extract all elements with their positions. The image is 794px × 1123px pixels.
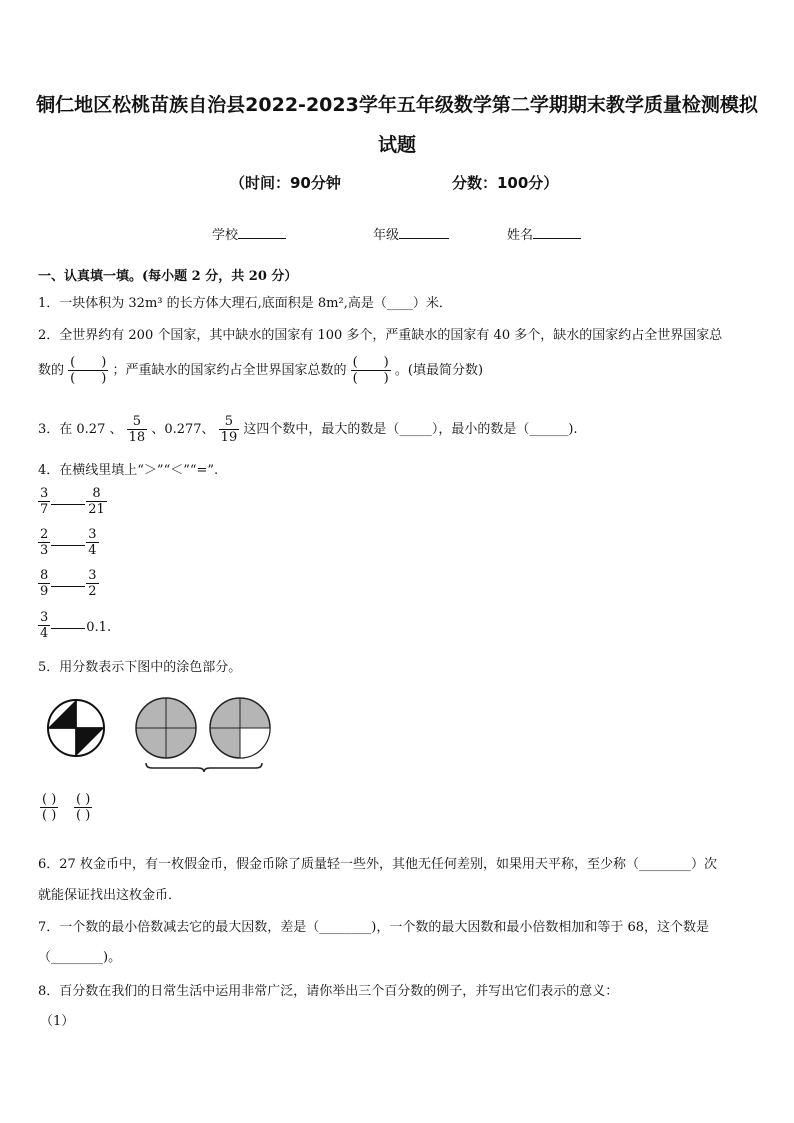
question-4: 4．在横线里填上“＞”“＜”“=”. — [38, 463, 219, 478]
compare-blank-2[interactable] — [51, 545, 85, 546]
title-line2: 试题 — [377, 134, 416, 156]
name-field[interactable]: 姓名 — [507, 224, 581, 243]
exam-time: （时间：90分钟 — [230, 174, 341, 192]
answer-fraction-1[interactable]: $\frac{( )}{( )}$ — [70, 355, 107, 386]
question-7-line1: 7．一个数的最小倍数减去它的最大因数，差是（________)，一个数的最大因数和最小倍数相加和等于 68，这个数是 — [38, 920, 710, 935]
school-field[interactable]: 学校 — [212, 224, 286, 243]
compare-row-2: $\frac{2}{3}$ $\frac{3}{4}$ — [40, 527, 97, 558]
quartered-circle — [48, 700, 104, 756]
question-7-line2: （________)。 — [38, 950, 122, 965]
compare-blank-4[interactable] — [51, 628, 85, 629]
title-line1: 铜仁地区松桃苗族自治县2022-2023学年五年级数学第二学期期末教学质量检测模拟 — [36, 94, 758, 116]
question-2-line1: 2．全世界约有 200 个国家，其中缺水的国家有 100 多个，严重缺水的国家有 40 多个，缺水的国家约占全世界国家总 — [38, 328, 723, 343]
answer-fraction-5b[interactable]: $\frac{( )}{( )}$ — [76, 792, 91, 823]
answer-fraction-5a[interactable]: $\frac{( )}{( )}$ — [42, 792, 57, 823]
compare-blank-1[interactable] — [51, 504, 85, 505]
question-6-line2: 就能保证找出这枚金币． — [38, 888, 182, 903]
question-8-line2: （1） — [40, 1014, 75, 1029]
answer-fraction-2[interactable]: $\frac{( )}{( )}$ — [352, 355, 389, 386]
question-8-line1: 8．百分数在我们的日常生活中运用非常广泛，请你举出三个百分数的例子，并写出它们表示的意义： — [38, 984, 619, 999]
question-3: 3．在 0.27 、 $\frac{5}{18}$ 、0.277、 $\frac{5}{19}$ 这四个数中，最大的数是（_____），最小的数是（______). — [38, 414, 578, 445]
question-1: 1．一块体积为 32m³ 的长方体大理石,底面积是 8m²,高是（____）米． — [38, 296, 452, 311]
shaded-circle-three-quarters — [210, 698, 270, 758]
question-2-line2: 数的 $\frac{( )}{( )}$ ；严重缺水的国家约占全世界国家总数的 $\frac{( )}{( )}$ 。(填最简分数) — [38, 355, 484, 386]
compare-blank-3[interactable] — [51, 586, 85, 587]
shaded-circle-full — [136, 698, 196, 758]
compare-row-1: $\frac{3}{7}$ $\frac{8}{21}$ — [40, 486, 105, 517]
fraction-5-19: $\frac{5}{19}$ — [220, 414, 238, 445]
question-5: 5．用分数表示下图中的涂色部分。 — [38, 660, 242, 675]
section-heading: 一、认真填一填。(每小题 2 分，共 20 分） — [38, 269, 298, 284]
compare-row-4: $\frac{3}{4}$ 0.1. — [40, 610, 112, 641]
brace-icon — [146, 763, 262, 772]
question-6-line1: 6．27 枚金币中，有一枚假金币，假金币除了质量轻一些外，其他无任何差别，如果用天平称，至少称（________）次 — [38, 857, 717, 872]
grade-field[interactable]: 年级 — [373, 224, 449, 243]
exam-score: 分数：100分） — [452, 174, 559, 192]
shaded-circles-figure — [40, 690, 280, 776]
compare-row-3: $\frac{8}{9}$ $\frac{3}{2}$ — [40, 568, 97, 599]
fraction-5-18: $\frac{5}{18}$ — [128, 414, 146, 445]
